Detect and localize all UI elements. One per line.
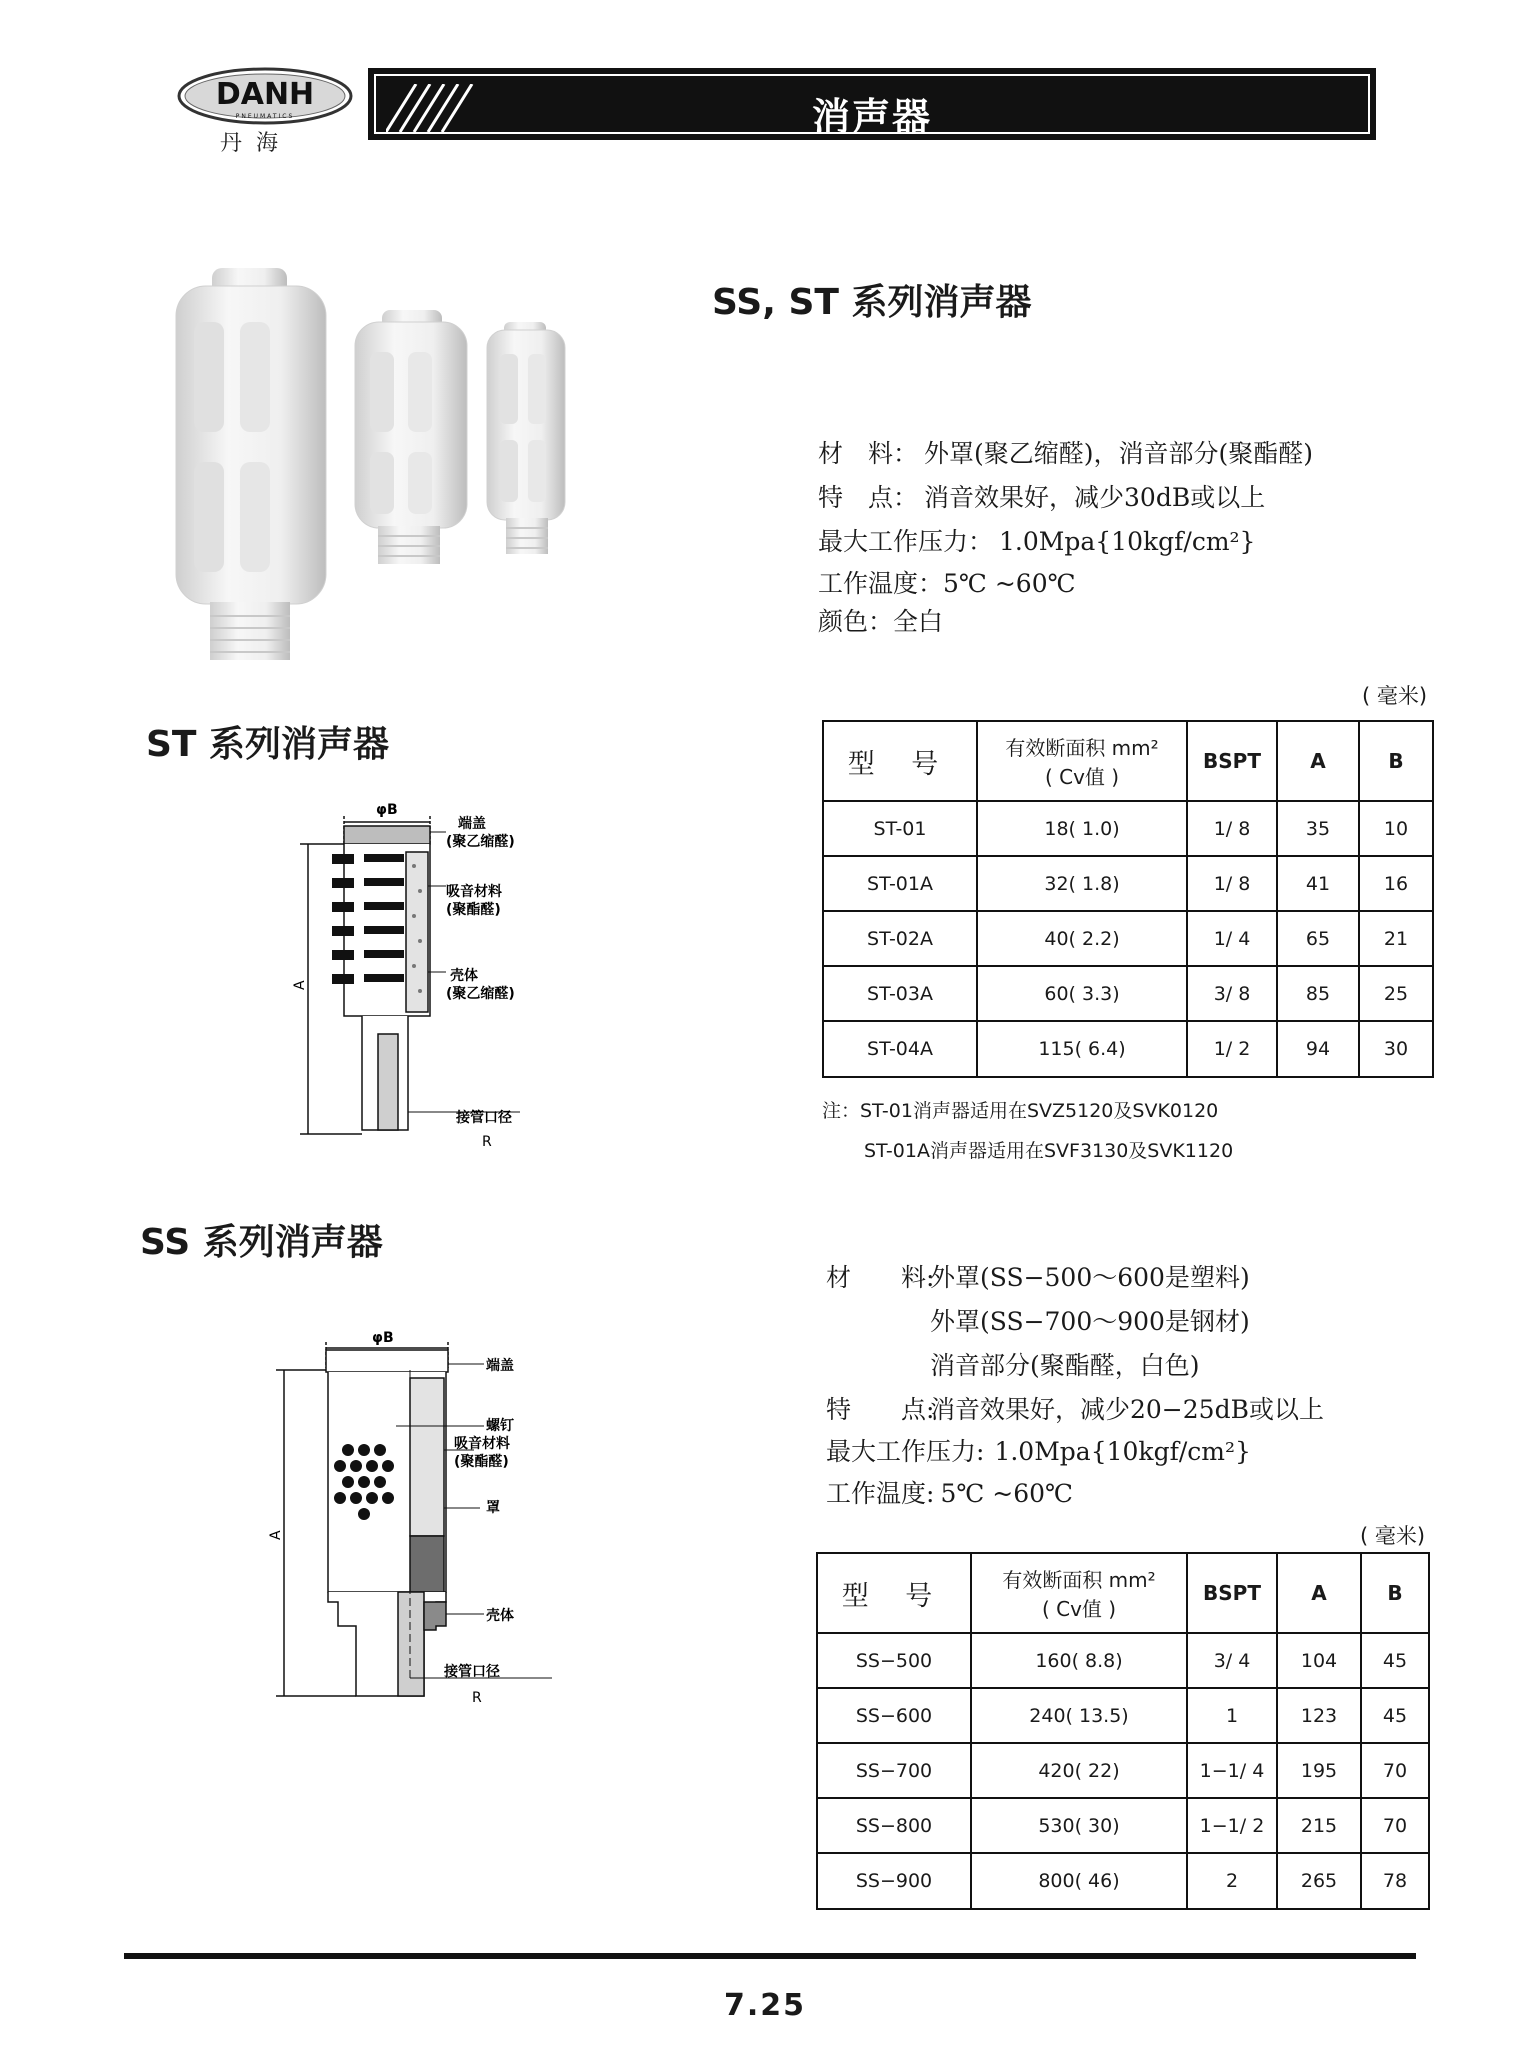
ss-cell-b: 78	[1361, 1853, 1429, 1909]
ss-label-cover: 罩	[486, 1500, 500, 1516]
ss-header-area-line2: ( Cv值 )	[1041, 1597, 1117, 1621]
ss-table-header	[817, 1553, 1429, 1633]
ss-header-area-line1: 有效断面积 mm²	[1002, 1568, 1156, 1592]
ss-cell-a: 215	[1277, 1798, 1361, 1853]
ss-cell-bspt: 1−1/ 2	[1187, 1798, 1277, 1853]
st-cell-a: 85	[1277, 966, 1359, 1021]
ss-cell-model: SS−600	[817, 1688, 971, 1743]
ss-table	[816, 1552, 1430, 1910]
section-title: SS, ST 系列消声器	[712, 282, 1032, 323]
spec-label: 材 料:	[826, 1263, 935, 1292]
st-header-bspt: BSPT	[1187, 721, 1277, 801]
spec-line-temperature	[818, 564, 1076, 600]
page-title: 消声器	[811, 95, 932, 139]
spec-label: 特 点:	[826, 1395, 935, 1424]
st-note-2: ST-01A消声器适用在SVF3130及SVK1120	[864, 1140, 1234, 1162]
st-cell-a: 41	[1277, 856, 1359, 911]
table-row	[823, 911, 1433, 966]
st-dim-a: A	[292, 980, 308, 990]
st-cell-area: 40( 2.2)	[977, 911, 1187, 966]
brand-logo	[176, 66, 356, 158]
spec-value: 外罩(聚乙缩醛)，消音部分(聚酯醛)	[924, 439, 1314, 468]
logo-sub-text: PNEUMATICS	[235, 113, 295, 120]
ss-cell-b: 45	[1361, 1688, 1429, 1743]
ss-label-absorber: 吸音材料	[454, 1436, 510, 1452]
spec-value: 消音效果好，减少20−25dB或以上	[930, 1395, 1324, 1424]
spec-value: 5℃ ~60℃	[940, 1479, 1073, 1508]
ss-cell-a: 195	[1277, 1743, 1361, 1798]
spec-value: 全白	[893, 607, 944, 636]
st-table-header	[823, 721, 1433, 801]
st-cell-area: 115( 6.4)	[977, 1021, 1187, 1077]
title-bar	[368, 68, 1376, 140]
ss-cell-bspt: 2	[1187, 1853, 1277, 1909]
st-note-1: 注：ST-01消声器适用在SVZ5120及SVK0120	[822, 1100, 1219, 1122]
st-unit: ( 毫米)	[1362, 684, 1428, 708]
st-cell-bspt: 1/ 2	[1187, 1021, 1277, 1077]
ss-spec-material-2	[826, 1302, 1250, 1338]
table-row	[817, 1853, 1429, 1909]
ss-cell-b: 45	[1361, 1633, 1429, 1688]
spec-label: 颜色：	[818, 607, 894, 636]
spec-value: 消音效果好，减少30dB或以上	[924, 483, 1266, 512]
st-cell-area: 18( 1.0)	[977, 801, 1187, 856]
st-label-absorber: 吸音材料	[446, 884, 502, 900]
ss-section-title: SS 系列消声器	[140, 1222, 383, 1263]
st-dim-b: φB	[376, 802, 398, 818]
st-section-title: ST 系列消声器	[146, 724, 390, 765]
ss-header-b: B	[1361, 1553, 1429, 1633]
st-cell-bspt: 1/ 4	[1187, 911, 1277, 966]
ss-header-bspt: BSPT	[1187, 1553, 1277, 1633]
st-cell-b: 16	[1359, 856, 1433, 911]
st-header-model: 型 号	[823, 721, 977, 801]
st-label-r: R	[482, 1134, 492, 1150]
ss-cell-area: 530( 30)	[971, 1798, 1187, 1853]
st-cell-a: 94	[1277, 1021, 1359, 1077]
st-cell-area: 32( 1.8)	[977, 856, 1187, 911]
ss-cell-a: 265	[1277, 1853, 1361, 1909]
ss-cell-model: SS−700	[817, 1743, 971, 1798]
st-label-absorber-material: (聚酯醛)	[446, 902, 501, 918]
spec-label: 工作温度：	[818, 569, 944, 598]
st-cell-model: ST-04A	[823, 1021, 977, 1077]
ss-label-absorber-material: (聚酯醛)	[454, 1454, 509, 1470]
st-label-cap-material: (聚乙缩醛)	[446, 834, 515, 850]
spec-value: 1.0Mpa{10kgf/cm²}	[999, 527, 1256, 556]
large-silencer-icon	[176, 268, 326, 660]
logo-text: DANH	[215, 77, 315, 112]
st-header-area	[977, 721, 1187, 801]
st-cell-b: 25	[1359, 966, 1433, 1021]
ss-cell-bspt: 3/ 4	[1187, 1633, 1277, 1688]
st-label-shell-material: (聚乙缩醛)	[446, 986, 515, 1002]
logo-oval-icon	[176, 66, 354, 126]
spec-value: 1.0Mpa{10kgf/cm²}	[994, 1437, 1251, 1466]
ss-spec-material-3	[826, 1346, 1200, 1382]
ss-label-shell: 壳体	[486, 1608, 514, 1624]
ss-label-r: R	[472, 1690, 482, 1706]
spec-value: 5℃ ~60℃	[943, 569, 1076, 598]
ss-cell-bspt: 1−1/ 4	[1187, 1743, 1277, 1798]
table-row	[823, 856, 1433, 911]
st-label-cap: 端盖	[458, 816, 486, 832]
ss-spec-pressure	[826, 1432, 1251, 1468]
spec-label: 最大工作压力：	[818, 527, 994, 556]
ss-cell-area: 240( 13.5)	[971, 1688, 1187, 1743]
page-number: 7.25	[723, 1988, 807, 2023]
ss-cell-a: 104	[1277, 1633, 1361, 1688]
ss-cell-b: 70	[1361, 1798, 1429, 1853]
spec-line-material	[818, 434, 1313, 470]
st-cell-b: 21	[1359, 911, 1433, 966]
ss-dim-b: φB	[372, 1330, 394, 1346]
ss-label-screw: 螺钉	[486, 1418, 514, 1434]
st-cell-model: ST-02A	[823, 911, 977, 966]
ss-cell-area: 160( 8.8)	[971, 1633, 1187, 1688]
ss-header-model: 型 号	[817, 1553, 971, 1633]
table-row	[817, 1633, 1429, 1688]
st-cell-bspt: 1/ 8	[1187, 856, 1277, 911]
ss-diagram	[260, 1330, 580, 1722]
spec-value: 消音部分(聚酯醛，白色)	[930, 1351, 1200, 1380]
spec-line-pressure	[818, 522, 1255, 558]
spec-value: 外罩(SS−500～600是塑料)	[930, 1263, 1250, 1292]
table-row	[823, 801, 1433, 856]
st-header-area-line2: ( Cv值 )	[1044, 765, 1120, 789]
st-header-a: A	[1277, 721, 1359, 801]
st-label-port: 接管口径	[456, 1110, 512, 1126]
st-cell-bspt: 1/ 8	[1187, 801, 1277, 856]
medium-silencer-icon	[355, 310, 467, 564]
spec-label: 工作温度:	[826, 1479, 935, 1508]
st-cell-a: 65	[1277, 911, 1359, 966]
table-row	[823, 966, 1433, 1021]
ss-spec-material	[826, 1258, 1250, 1294]
spec-label: 材 料：	[818, 439, 919, 468]
st-cell-b: 10	[1359, 801, 1433, 856]
st-cell-model: ST-01A	[823, 856, 977, 911]
ss-cell-model: SS−500	[817, 1633, 971, 1688]
logo-chinese: 丹海	[220, 131, 293, 156]
ss-cell-area: 800( 46)	[971, 1853, 1187, 1909]
spec-label: 特 点：	[818, 483, 919, 512]
ss-cell-a: 123	[1277, 1688, 1361, 1743]
ss-cell-bspt: 1	[1187, 1688, 1277, 1743]
st-table	[822, 720, 1434, 1078]
st-cell-area: 60( 3.3)	[977, 966, 1187, 1021]
spec-line-feature	[818, 478, 1265, 514]
st-cell-model: ST-01	[823, 801, 977, 856]
st-diagram	[280, 796, 570, 1150]
table-row	[823, 1021, 1433, 1077]
table-row	[817, 1743, 1429, 1798]
st-cell-b: 30	[1359, 1021, 1433, 1077]
ss-label-cap: 端盖	[486, 1358, 514, 1374]
st-label-shell: 壳体	[450, 968, 478, 984]
spec-label: 最大工作压力:	[826, 1437, 985, 1466]
ss-cell-model: SS−800	[817, 1798, 971, 1853]
ss-header-a: A	[1277, 1553, 1361, 1633]
spec-value: 外罩(SS−700～900是钢材)	[930, 1307, 1250, 1336]
ss-cell-area: 420( 22)	[971, 1743, 1187, 1798]
spec-line-color	[818, 602, 943, 638]
product-photo	[150, 262, 600, 682]
ss-cell-b: 70	[1361, 1743, 1429, 1798]
table-row	[817, 1798, 1429, 1853]
small-silencer-icon	[487, 322, 565, 554]
st-cell-bspt: 3/ 8	[1187, 966, 1277, 1021]
ss-cell-model: SS−900	[817, 1853, 971, 1909]
table-row	[817, 1688, 1429, 1743]
ss-unit: ( 毫米)	[1360, 1524, 1426, 1548]
st-cell-model: ST-03A	[823, 966, 977, 1021]
st-header-area-line1: 有效断面积 mm²	[1005, 736, 1159, 760]
ss-dim-a: A	[268, 1530, 284, 1540]
ss-spec-temperature	[826, 1474, 1073, 1510]
footer-rule	[124, 1953, 1416, 1959]
ss-label-port: 接管口径	[444, 1664, 500, 1680]
ss-spec-feature	[826, 1390, 1324, 1426]
st-cell-a: 35	[1277, 801, 1359, 856]
ss-header-area	[971, 1553, 1187, 1633]
st-header-b: B	[1359, 721, 1433, 801]
